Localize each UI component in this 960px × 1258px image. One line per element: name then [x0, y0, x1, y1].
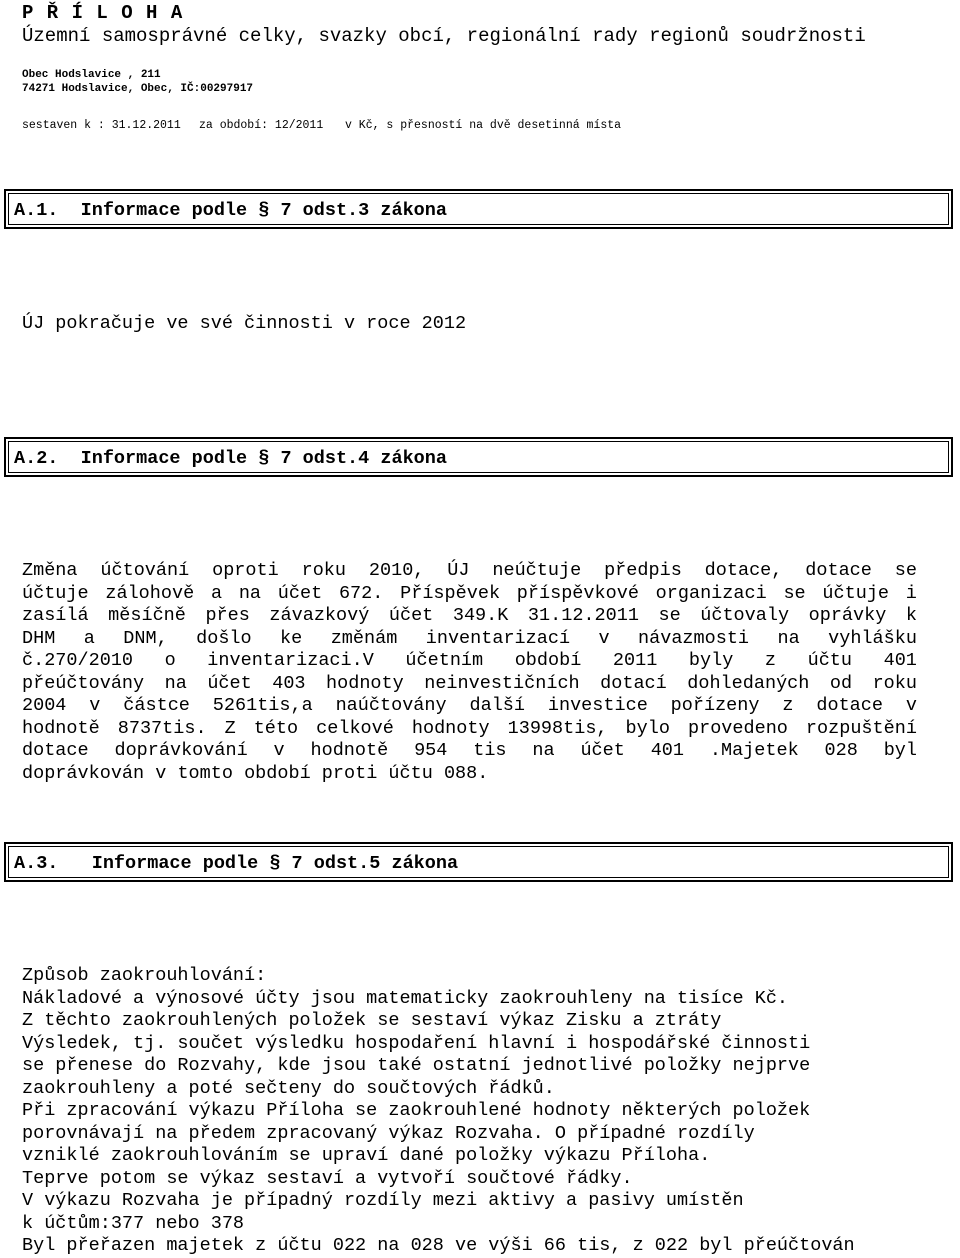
word: vyhlášku: [828, 627, 917, 649]
word: z: [782, 695, 794, 716]
word: k: [905, 605, 917, 626]
word: 8737tis.: [117, 717, 207, 739]
word: z: [764, 650, 777, 671]
word: i: [905, 582, 917, 604]
word: hodnoty: [326, 672, 404, 694]
word: hodnoty: [411, 717, 490, 739]
text-line: [22, 605, 917, 628]
word: v: [598, 627, 610, 649]
text-line: [22, 740, 917, 763]
word: na: [777, 627, 800, 649]
text-line: Nákladové a výnosové účty jsou matematicky zaokrouhleny na tisíce Kč.: [22, 987, 789, 1009]
word: 672.: [338, 582, 384, 604]
word: 2011: [612, 650, 658, 671]
word: doprávkován: [22, 762, 156, 784]
word: doprávkování: [114, 740, 248, 761]
word: roku: [301, 560, 347, 581]
word: účetním: [405, 650, 484, 671]
word: organizaci: [655, 582, 767, 604]
word: naúčtovány: [335, 695, 447, 716]
word: účtu: [388, 762, 444, 784]
word: této: [253, 717, 299, 739]
section-a3-heading: A.3. Informace podle § 7 odst.5 zákona: [14, 853, 459, 874]
word: dotace: [805, 560, 872, 581]
word: 2004: [22, 695, 67, 716]
word: hodnotě: [310, 740, 389, 761]
word: č.270/2010: [22, 650, 134, 671]
text-line: [22, 673, 917, 696]
word: hodnotě: [22, 717, 100, 739]
word: přes: [205, 605, 250, 626]
word: období: [514, 650, 582, 671]
word: neúčtuje: [492, 560, 582, 581]
word: pořízeny: [670, 695, 760, 716]
word: investice: [547, 695, 648, 716]
word: zálohově: [105, 582, 195, 604]
word: DNM,: [123, 627, 168, 649]
word: další: [469, 695, 525, 716]
word: dotace: [22, 740, 89, 761]
text-line: Výsledek, tj. součet výsledku hospodaření hlavní i hospodářské činnosti: [22, 1032, 811, 1054]
organization-address: 74271 Hodslavice, Obec, IČ:00297917: [22, 83, 254, 95]
text-line: zaokrouhleny a poté sečteny do součtových řádků.: [22, 1077, 555, 1099]
word: inventarizaci.V: [207, 650, 374, 671]
word: v: [89, 695, 101, 716]
word: oproti: [212, 560, 279, 581]
section-a3-body: [22, 965, 855, 1258]
report-meta: [22, 119, 622, 171]
text-line: [22, 583, 917, 606]
word: předpis: [604, 560, 682, 581]
word: ke: [280, 627, 303, 649]
word: se: [783, 582, 806, 604]
word: návazmosti: [638, 627, 750, 649]
word: se: [894, 560, 917, 581]
text-line: [22, 560, 917, 583]
text-line: [22, 763, 917, 786]
word: účet: [580, 740, 625, 761]
word: změnám: [330, 627, 398, 649]
word: Změna: [22, 560, 78, 581]
word: účtuje: [822, 582, 890, 604]
section-a2-body: [22, 560, 917, 785]
section-a1-heading: A.1. Informace podle § 7 odst.3 zákona: [14, 200, 447, 221]
word: v: [273, 740, 285, 761]
word: přeúčtovány: [22, 672, 145, 694]
word: dotace,: [704, 560, 783, 581]
word: na: [532, 740, 555, 761]
page-subtitle: Územní samosprávné celky, svazky obcí, regionální rady regionů soudržnosti: [22, 25, 866, 47]
word: na: [238, 582, 262, 604]
word: účtu: [807, 650, 853, 671]
word: neinvestičních: [424, 672, 580, 694]
text-line: Byl přeřazen majetek z účtu 022 na 028 ve výši 66 tis, z 022 byl přeúčtován: [22, 1235, 855, 1256]
word: 13998tis,: [507, 717, 608, 739]
text-line: Z těchto zaokrouhlených položek se sestaví výkaz Zisku a ztráty: [22, 1010, 722, 1031]
word: provedeno: [687, 717, 788, 739]
word: 5261tis,a: [212, 695, 313, 716]
text-line: Teprve potom se výkaz sestaví a vytvoří součtové řádky.: [22, 1167, 633, 1189]
word: 954: [414, 740, 448, 761]
organization-name: Obec Hodslavice , 211: [22, 69, 161, 81]
word: ÚJ: [447, 560, 470, 581]
word: byly: [688, 650, 734, 671]
word: zasílá: [22, 605, 89, 626]
word: proti: [321, 762, 389, 784]
section-a1-body: [22, 313, 466, 336]
word: od: [829, 672, 853, 694]
word: o: [164, 650, 176, 671]
word: v: [905, 695, 917, 716]
word: v: [155, 762, 178, 784]
word: účet: [277, 582, 323, 604]
word: dohledaných: [687, 672, 810, 694]
word: .Majetek: [709, 740, 799, 761]
text-line: k účtům:377 nebo 378: [22, 1212, 245, 1234]
word: inventarizací: [425, 627, 571, 649]
text-line: V výkazu Rozvaha je případný rozdíly mezi aktivy a pasivy umístěn: [22, 1190, 744, 1211]
word: celkové: [316, 717, 394, 739]
word: došlo: [196, 627, 252, 649]
text-line: Při zpracování výkazu Příloha se zaokrouhlené hodnoty některých položek: [22, 1100, 811, 1121]
text-line: Způsob zaokrouhlování:: [22, 965, 267, 986]
word: bylo: [625, 717, 670, 739]
word: Příspěvek: [400, 582, 501, 604]
text-line: vzniklé zaokrouhlováním se upraví dané položky výkazu Příloha.: [22, 1145, 711, 1166]
section-a2-header: [4, 437, 953, 477]
word: účet: [388, 605, 434, 626]
word: oprávky: [808, 605, 887, 626]
word: dotace: [816, 695, 883, 716]
word: tomto: [177, 762, 245, 784]
currency-precision: v Kč, s přesností na dvě desetinná místa: [345, 119, 622, 132]
word: a: [83, 627, 95, 649]
section-a3-header: [4, 842, 953, 882]
word: účtuje: [22, 582, 89, 604]
word: závazkový: [269, 605, 370, 626]
section-a2-heading: A.2. Informace podle § 7 odst.4 zákona: [14, 448, 447, 469]
word: 403: [272, 672, 306, 694]
word: 401: [883, 650, 917, 671]
word: 028: [824, 740, 858, 761]
text-line: [22, 628, 917, 651]
word: účtovaly: [700, 605, 790, 626]
word: 31.12.2011: [527, 605, 639, 626]
text-line: [22, 695, 917, 718]
text-line: [22, 650, 917, 673]
word: 349.K: [452, 605, 509, 626]
compiled-date: sestaven k : 31.12.2011: [22, 119, 181, 132]
word: roku: [872, 672, 917, 694]
reporting-period: za období: 12/2011: [199, 119, 324, 132]
word: částce: [123, 695, 190, 716]
word: 401: [650, 740, 685, 761]
word: DHM: [22, 627, 56, 649]
word: 2010,: [368, 560, 425, 581]
page-title: P Ř Í L O H A: [22, 2, 184, 24]
word: účtování: [100, 560, 190, 581]
text-line: porovnávají na předem zpracovaný výkaz Rozvaha. O případné rozdíly: [22, 1122, 755, 1144]
word: měsíčně: [108, 605, 186, 626]
word: dotací: [600, 672, 667, 694]
word: a: [210, 582, 223, 604]
word: účet: [207, 672, 252, 694]
word: na: [164, 672, 187, 694]
word: příspěvkové: [516, 582, 639, 604]
text-line: ÚJ pokračuje ve své činnosti v roce 2012: [22, 313, 467, 334]
word: Z: [224, 717, 236, 739]
word: byl: [883, 740, 917, 761]
word: 088.: [443, 762, 489, 784]
text-line: [22, 718, 917, 741]
word: období: [244, 762, 322, 784]
word: se: [658, 605, 681, 626]
section-a1-header: [4, 189, 953, 229]
word: tis: [473, 740, 507, 761]
word: rozpuštění: [805, 717, 917, 739]
text-line: se přenese do Rozvahy, kde jsou také ostatní jednotlivé položky nejprve: [22, 1055, 811, 1076]
